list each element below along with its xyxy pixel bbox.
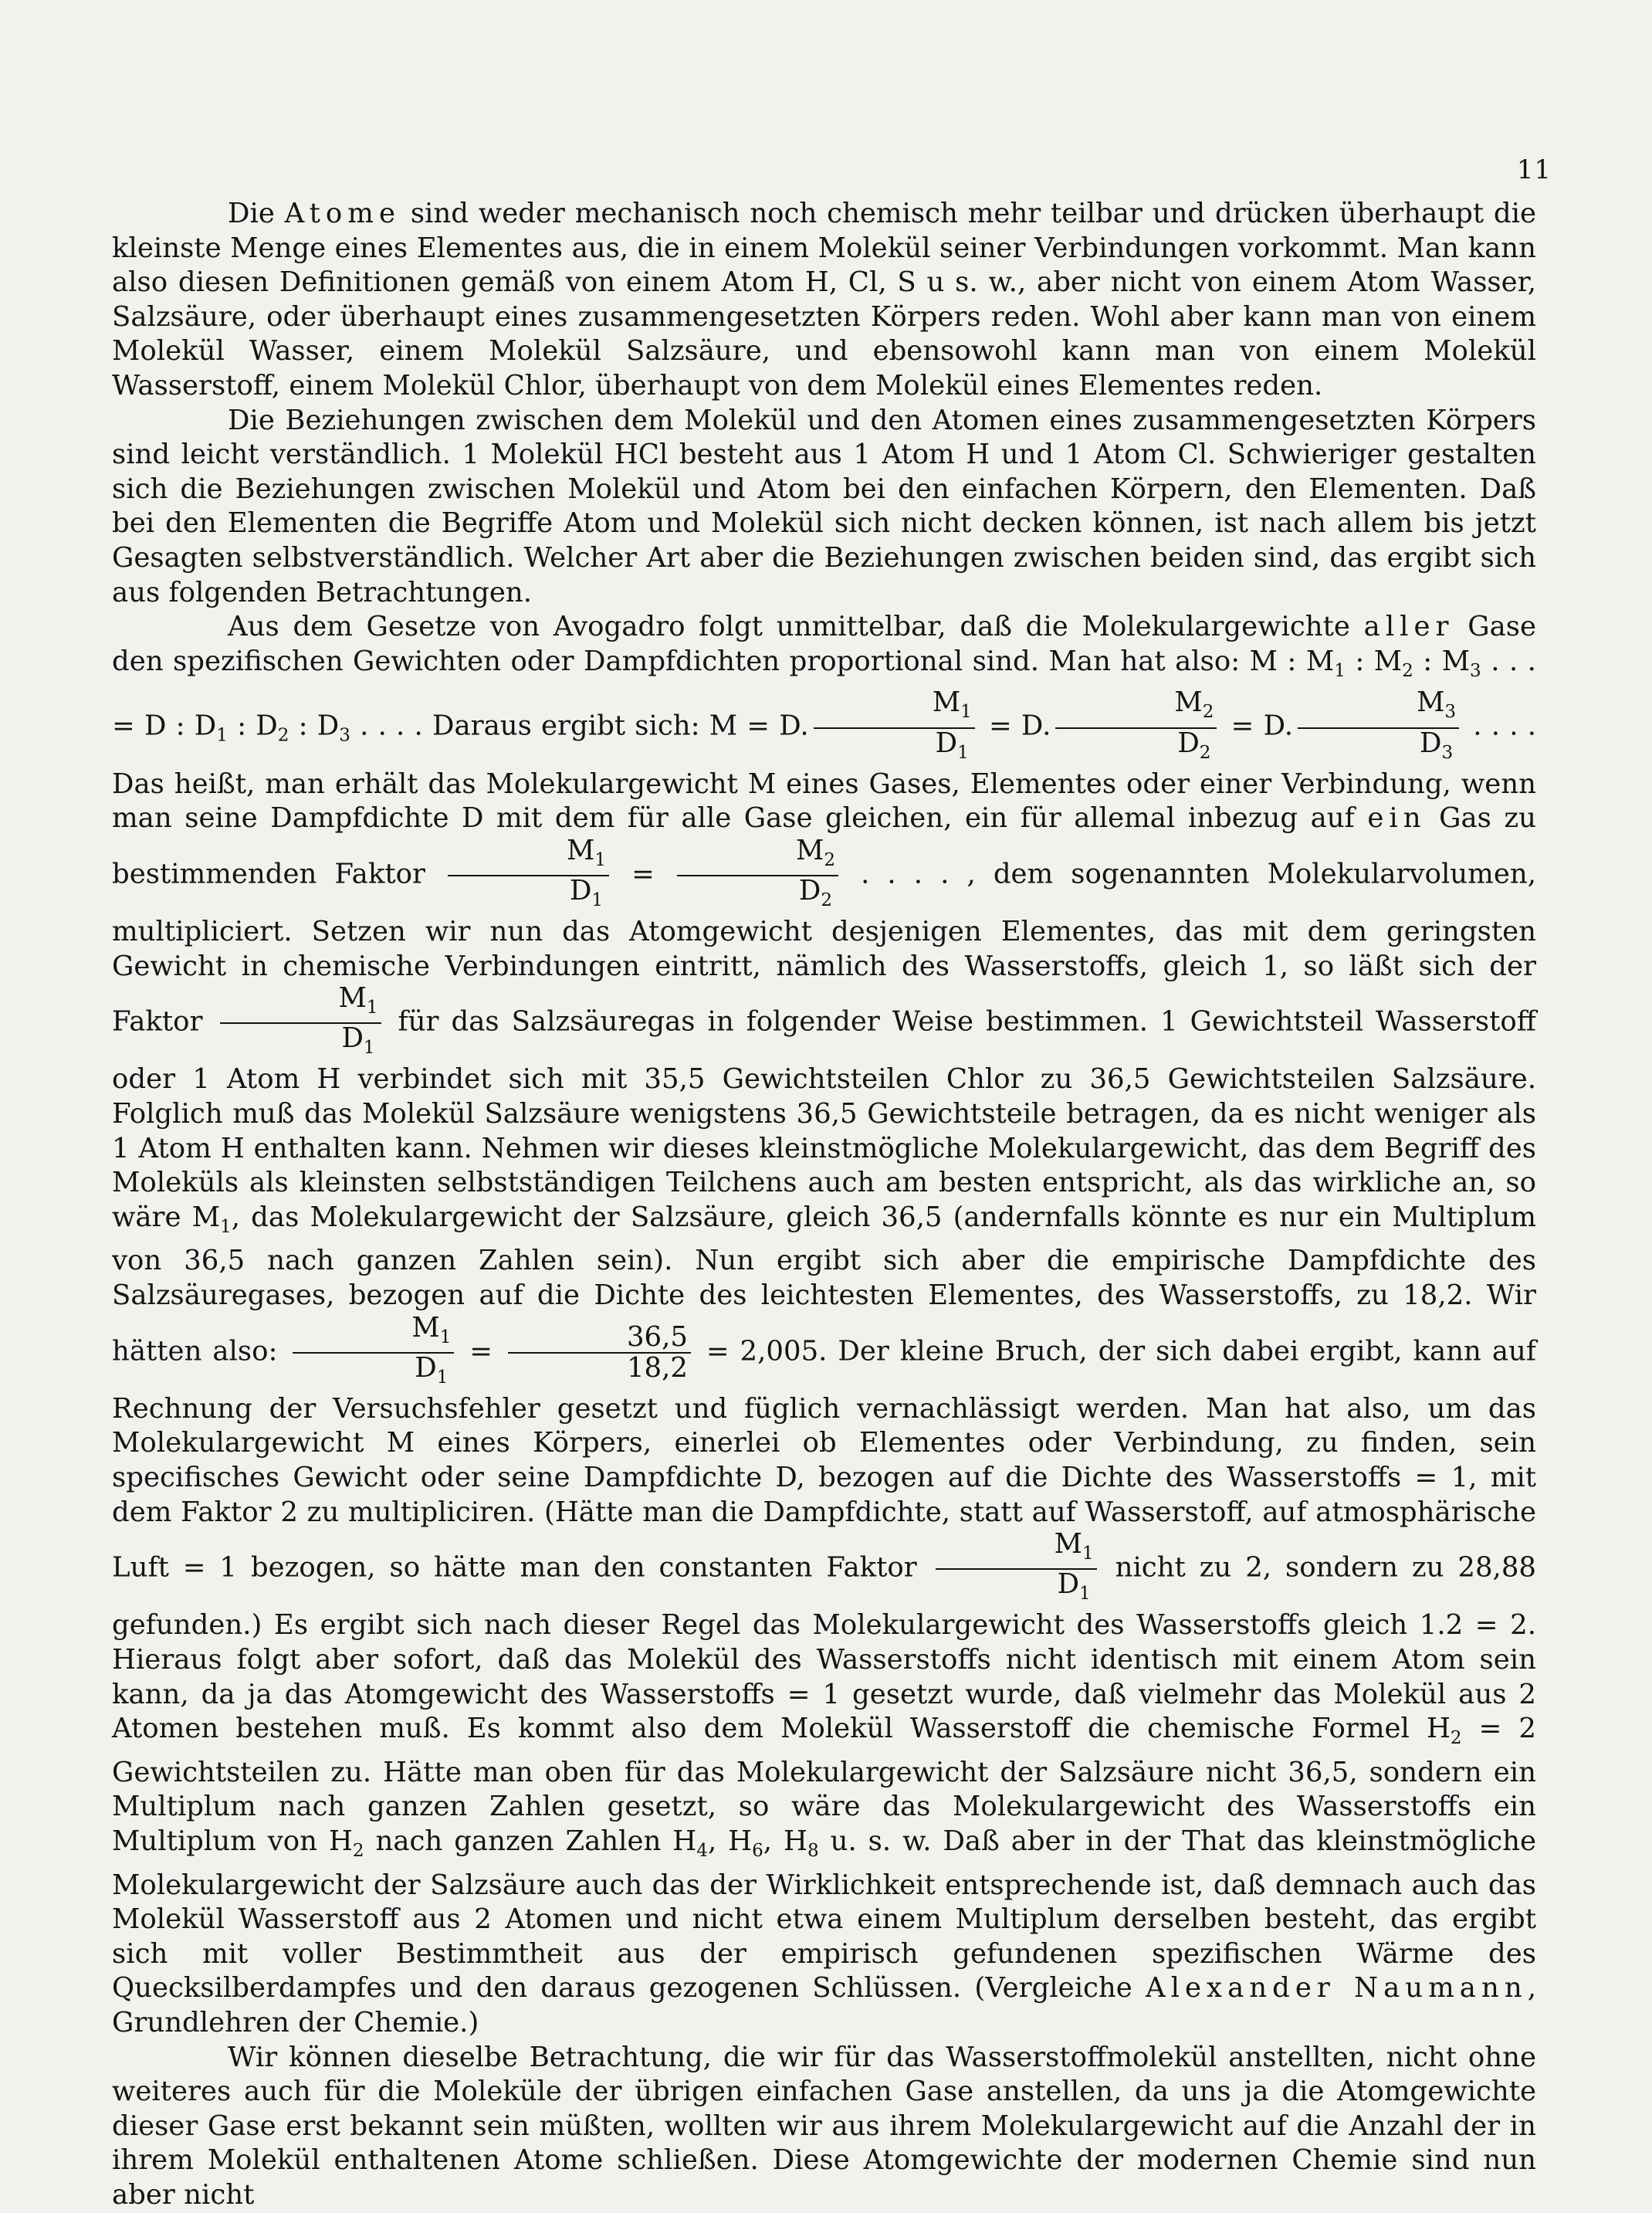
emphasis-ein: ein [1367, 802, 1427, 835]
emphasis-author: Alexander Naumann [1146, 1972, 1528, 2005]
fraction: $\frac{M_2}{D_2}$ [1055, 688, 1217, 767]
fraction: $\frac{M_1}{D_1}$ [448, 836, 609, 915]
page-number: 11 [1516, 154, 1552, 185]
fraction: $\frac{M_1}{D_1}$ [814, 688, 975, 767]
emphasis-atome: Atome [284, 198, 401, 229]
fraction: $\frac{M_1}{D_1}$ [220, 984, 381, 1062]
paragraph-1: Die Atome sind weder mechanisch noch chemisch mehr teilbar und drücken überhaupt die kleinste Menge eines Elementes aus, die in einem Molekül seiner Verbindungen vorkommt. Man kann also diesen Definitionen gemäß von einem Atom H, Cl, S u s. w., aber nicht von einem Atom Wasser, Salzsäure, oder überhaupt eines zusammengesetzten Körpers reden. Wohl aber kann man von einem Molekül Wasser, einem Molekül Salzsäure, und ebensowohl kann man von einem Molekül Wasserstoff, einem Molekül Chlor, überhaupt von dem Molekül eines Elementes reden. [112, 198, 1536, 402]
fraction: $\frac{M_1}{D_1}$ [936, 1530, 1097, 1608]
paragraph-3: Aus dem Gesetze von Avogadro folgt unmittelbar, daß die Molekulargewichte aller Gase den spezifischen Gewichten oder Dampfdichten proportional sind. Man hat also: M : $M_1$ : $M_2$ : $M_3$ . . . = D : $D_1$ : $D_2$ : $D_3$ . . . . Daraus ergibt sich: M = D. $\frac{M_1}{D_1}$ = D. $\frac{M_2}{D_2}$ = D. $\frac{M_3}{D_3}$ . . . . Das heißt, man erhält das Molekulargewicht M eines Gases, Elementes oder einer Verbindung, wenn man seine Dampfdichte D mit dem für alle Gase gleichen, ein für allemal inbezug auf ein Gas zu bestimmenden Faktor $\frac{M_1}{D_1}$ = $\frac{M_2}{D_2}$ . . . . , dem sogenannten Molekularvolumen, multipliciert. Setzen wir nun das Atomgewicht desjenigen Elementes, das mit dem geringsten Gewicht in chemische Verbindungen eintritt, nämlich des Wasserstoffs, gleich 1, so läßt sich der Faktor $\frac{M_1}{D_1}$ für das Salzsäuregas in folgender Weise bestimmen. 1 Gewichtsteil Wasserstoff oder 1 Atom H verbindet sich mit 35,5 Gewichtsteilen Chlor zu 36,5 Gewichtsteilen Salzsäure. Folglich muß das Molekül Salzsäure wenigstens 36,5 Gewichtsteile betragen, da es nicht weniger als 1 Atom H enthalten kann. Nehmen wir dieses kleinstmögliche Molekulargewicht, das dem Begriff des Moleküls als kleinsten selbstständigen Teilchens auch am besten entspricht, als das wirkliche an, so wäre $M_1$, das Molekulargewicht der Salzsäure, gleich 36,5 (andernfalls könnte es nur ein Multiplum von 36,5 nach ganzen Zahlen sein). Nun ergibt sich aber die empirische Dampfdichte des Salzsäuregases, bezogen auf die Dichte des leichtesten Elementes, des Wasserstoffs, zu 18,2. Wir hätten also: $\frac{M_1}{D_1}$ = $\frac{36,5}{18,2}$ = 2,005. Der kleine Bruch, der sich dabei ergibt, kann auf Rechnung der Versuchsfehler gesetzt und füglich vernachlässigt werden. Man hat also, um das Molekulargewicht M eines Körpers, einerlei ob Elementes oder Verbindung, zu finden, sein specifisches Gewicht oder seine Dampfdichte D, bezogen auf die Dichte des Wasserstoffs = 1, mit dem Faktor 2 zu multipliciren. (Hätte man die Dampfdichte, statt auf Wasserstoff, auf atmosphärische Luft = 1 bezogen, so hätte man den constanten Faktor $\frac{M_1}{D_1}$ nicht zu 2, sondern zu 28,88 gefunden.) Es ergibt sich nach dieser Regel das Molekulargewicht des Wasserstoffs gleich 1.2 = 2. Hieraus folgt aber sofort, daß das Molekül des Wasserstoffs nicht identisch mit einem Atom sein kann, da ja das Atomgewicht des Wasserstoffs = 1 gesetzt wurde, daß vielmehr das Molekül aus 2 Atomen bestehen muß. Es kommt also dem Molekül Wasserstoff die chemische Formel $H_2 = 2$ Gewichtsteilen zu. Hätte man oben für das Molekulargewicht der Salzsäure nicht 36,5, sondern ein Multiplum nach ganzen Zahlen gesetzt, so wäre das Molekulargewicht des Wasserstoffs ein Multiplum von $H_2$ nach ganzen Zahlen $H_4$, $H_6$, $H_8$ u. s. w. Daß aber in der That das kleinstmögliche Molekulargewicht der Salzsäure auch das der Wirklichkeit entsprechende ist, daß demnach auch das Molekül Wasserstoff aus 2 Atomen und nicht etwa einem Multiplum derselben besteht, das ergibt sich mit voller Bestimmtheit aus der empirisch gefundenen spezifischen Wärme des Quecksilberdampfes und den daraus gezogenen Schlüssen. (Vergleiche Alexander Naumann, Grundlehren der Chemie.) [112, 611, 1537, 2039]
body-text [112, 197, 1536, 2213]
fraction: $\frac{M_1}{D_1}$ [293, 1313, 454, 1392]
paragraph-4: Wir können dieselbe Betrachtung, die wir für das Wasserstoffmolekül anstellten, nicht ohne weiteres auch für die Moleküle der übrigen einfachen Gase anstellen, da uns ja die Atomgewichte dieser Gase erst bekannt sein müßten, wollten wir aus ihrem Molekulargewicht auf die Anzahl der in ihrem Molekül enthaltenen Atome schließen. Diese Atomgewichte der modernen Chemie sind nun aber nicht [112, 2041, 1536, 2211]
emphasis-aller: aller [1363, 611, 1454, 643]
fraction: $\frac{36,5}{18,2}$ [508, 1323, 691, 1383]
fraction: $\frac{M_2}{D_2}$ [677, 836, 838, 915]
fraction: $\frac{M_3}{D_3}$ [1298, 688, 1459, 767]
paragraph-2: Die Beziehungen zwischen dem Molekül und den Atomen eines zusammengesetzten Körpers sind leicht verständlich. 1 Molekül HCl besteht aus 1 Atom H und 1 Atom Cl. Schwieriger gestalten sich die Beziehungen zwischen Molekül und Atom bei den einfachen Körpern, den Elementen. Daß bei den Elementen die Begriffe Atom und Molekül sich nicht decken können, ist nach allem bis jetzt Gesagten selbstverständlich. Welcher Art aber die Beziehungen zwischen beiden sind, das ergibt sich aus folgenden Betrachtungen. [112, 404, 1536, 608]
